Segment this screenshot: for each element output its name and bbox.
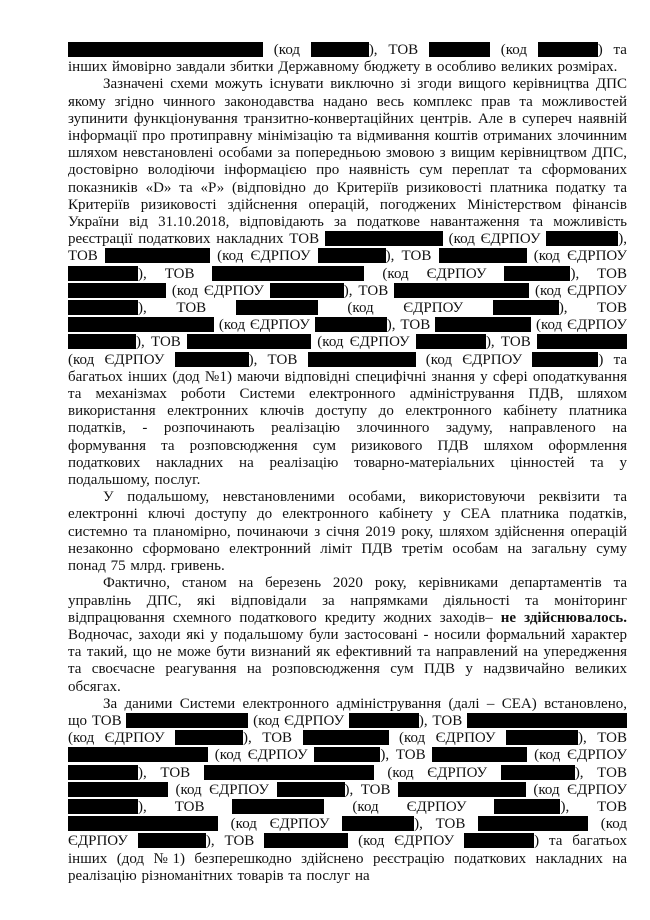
text-run: ), ТОВ	[136, 334, 188, 351]
text-run: (код ЄДРПОУ	[527, 747, 628, 764]
text-run: (код ЄДРПОУ	[317, 300, 493, 317]
redaction-bar	[68, 765, 138, 780]
redaction-bar	[416, 334, 486, 349]
text-run: ), ТОВ	[368, 42, 429, 58]
redaction-bar	[314, 747, 380, 762]
redaction-bar	[464, 833, 534, 848]
redaction-bar	[537, 334, 627, 349]
paragraph	[68, 42, 627, 76]
text-run: (код ЄДРПОУ	[214, 317, 315, 334]
redaction-bar	[315, 317, 387, 332]
redaction-bar	[212, 266, 364, 281]
redaction-bar	[325, 231, 443, 246]
redaction-bar	[187, 334, 311, 349]
paragraph	[68, 696, 627, 885]
text-run: ), ТОВ	[68, 231, 628, 265]
text-run: ), ТОВ	[578, 730, 627, 747]
redaction-bar	[398, 782, 526, 797]
text-run: ), ТОВ	[380, 747, 433, 764]
redaction-bar	[68, 334, 136, 349]
redaction-bar	[204, 765, 374, 780]
text-run: ), ТОВ	[248, 351, 308, 368]
redaction-bar	[538, 42, 598, 57]
redaction-bar	[308, 352, 416, 367]
text-run: (код ЄДРПОУ	[526, 248, 628, 265]
redaction-bar	[68, 747, 208, 762]
redaction-bar	[435, 317, 531, 332]
text-run: ), ТОВ	[558, 300, 627, 317]
redaction-bar	[68, 816, 218, 831]
text-run: (код ЄДРПОУ	[324, 798, 495, 815]
text-run: (код	[489, 42, 538, 58]
text-run: ), ТОВ	[205, 833, 265, 850]
text-run: (код ЄДРПОУ	[68, 730, 176, 747]
text-run: (код ЄДРПОУ	[442, 231, 547, 248]
redaction-bar	[478, 816, 588, 831]
text-run: (код ЄДРПОУ	[208, 747, 315, 764]
text-run: ), ТОВ	[418, 712, 467, 729]
text-run: ), ТОВ	[574, 764, 627, 781]
redaction-bar	[349, 713, 419, 728]
redaction-bar	[68, 317, 214, 332]
redaction-bar	[236, 300, 318, 315]
paragraph	[68, 575, 627, 695]
redaction-bar	[311, 42, 369, 57]
redaction-bar	[532, 352, 598, 367]
redaction-bar	[68, 300, 138, 315]
redaction-bar	[175, 352, 249, 367]
redaction-bar	[432, 747, 527, 762]
redaction-bar	[342, 816, 414, 831]
text-run: За даними Системи електронного адміністрування (далі – СЕА) встановлено, що ТОВ	[68, 695, 627, 729]
text-run: У подальшому, невстановленими особами, використовуючи реквізити та електронні ключі доступу до електронного кабінету у СЕА платника податків, системно та планомірно, починаючи з січня 2019 року, шляхом здійснення операцій незаконно сформовано електронний ліміт ПДВ третім особам на загальну суму понад 75 млрд. гривень.	[68, 489, 627, 575]
text-run: ), ТОВ	[385, 248, 439, 265]
text-run: (код ЄДРПОУ	[348, 833, 465, 850]
redaction-bar	[303, 730, 389, 745]
text-run: Зазначені схеми можуть існувати виключно зі згоди вищого керівництва ДПС якому згідно чинного законодавства надано весь комплекс прав та можливостей зупинити функціонування транзитно-конвертаційних центрів. Але в супереч наявній інформації про протиправну мінімізацію та відмивання коштів отриманих злочинним шляхом невстановлені особами за попередньою змовою з вищим керівництвом ДПС, достовірно володіючи інформацією про наявність сум переплат та сформованих показників «D» та «Р» (відповідно до Критеріїв ризиковості платника податку та Критеріїв ризиковості здійснення операцій, погоджених Міністерством фінансів України від 31.10.2018, відповідають за податкове навантаження та можливість реєстрації податкових накладних ТОВ	[68, 76, 627, 248]
paragraph	[68, 489, 627, 575]
redaction-bar	[232, 799, 324, 814]
text-run: ), ТОВ	[560, 798, 627, 815]
redaction-bar	[68, 42, 263, 57]
redaction-bar	[318, 248, 386, 263]
redaction-bar	[501, 765, 575, 780]
text-run: (код ЄДРПОУ	[388, 730, 506, 747]
text-run: ), ТОВ	[485, 334, 537, 351]
text-run: ), ТОВ	[414, 816, 479, 833]
text-run: (код ЄДРПОУ	[218, 816, 343, 833]
redaction-bar	[429, 42, 490, 57]
redaction-bar	[467, 713, 627, 728]
text-run: (код ЄДРПОУ	[529, 282, 627, 299]
text-run: ), ТОВ	[344, 781, 398, 798]
text-run: (код ЄДРПОУ	[531, 317, 627, 334]
redaction-bar	[138, 833, 206, 848]
text-run: (код ЄДРПОУ	[311, 334, 416, 351]
text-run: (код ЄДРПОУ	[168, 781, 277, 798]
text-run: (код ЄДРПОУ	[166, 282, 270, 299]
redaction-bar	[506, 730, 578, 745]
redaction-bar	[105, 248, 210, 263]
text-run: ) та інших ймовірно завдали збитки Державному бюджету в особливо великих розмірах.	[68, 42, 627, 76]
redaction-bar	[68, 283, 166, 298]
text-run: (код ЄДРПОУ	[68, 351, 175, 368]
redaction-bar	[504, 266, 570, 281]
redaction-bar	[277, 782, 345, 797]
text-run: (код ЄДРПОУ	[68, 816, 627, 850]
redaction-bar	[494, 799, 560, 814]
redaction-bar	[68, 782, 168, 797]
text-run: ), ТОВ	[138, 798, 233, 815]
text-run: (код ЄДРПОУ	[209, 248, 318, 265]
redaction-bar	[264, 833, 348, 848]
text-run: ) та багатьох інших (дод №1) маючи відповідні специфічні знання у сфері оподаткування та механізмах роботи Системи електронного адміністрування ПДВ, шляхом використання електронних ключів доступу до електронного кабінету платника податків, - розпочинають реалізацію злочинного задуму, направленого на формування та розповсюдження сум ризикового ПДВ шляхом оформлення податкових накладних на реалізацію товарно-матеріальних цінностей та у подальшому, послуг.	[68, 351, 627, 489]
redaction-bar	[175, 730, 243, 745]
redaction-bar	[546, 231, 618, 246]
text-run: (код ЄДРПОУ	[373, 764, 501, 781]
text-run: ) та багатьох інших (дод №1) безперешкодно здійснено реєстрацію податкових накладних на реалізацію різноманітних товарів та послуг на	[68, 833, 627, 884]
redaction-bar	[126, 713, 248, 728]
text-run: Водночас, заходи які у подальшому були застосовані - носили формальний характер та такий, що не може бути визнаний як ефективний та направлений на упередження та своєчасне реагування на розповсюдження сум ПДВ у надзвичайно великих обсягах.	[68, 626, 627, 695]
text-run: (код ЄДРПОУ	[248, 712, 349, 729]
text-run: ), ТОВ	[570, 265, 627, 282]
text-run: ), ТОВ	[386, 317, 436, 334]
redaction-bar	[493, 300, 559, 315]
text-run: (код ЄДРПОУ	[415, 351, 533, 368]
redaction-bar	[439, 248, 527, 263]
emphasized-text-run: не здійснювалось.	[500, 609, 627, 626]
text-run: ), ТОВ	[243, 730, 303, 747]
redaction-bar	[68, 266, 138, 281]
text-run: ), ТОВ	[138, 764, 204, 781]
text-run: Фактично, станом на березень 2020 року, керівниками департаментів та управлінь ДПС, які відповідали за напрямками діяльності та моніторинг відпрацювання схемного податкового кредиту жодних заходів–	[68, 575, 627, 626]
text-run: ), ТОВ	[138, 300, 236, 317]
text-run: (код ЄДРПОУ	[364, 265, 505, 282]
text-run: ), ТОВ	[343, 282, 395, 299]
text-run: (код ЄДРПОУ	[525, 781, 627, 798]
document-text-block	[68, 42, 627, 885]
redaction-bar	[68, 799, 138, 814]
redaction-bar	[394, 283, 529, 298]
text-run: (код	[263, 42, 311, 58]
paragraph	[68, 76, 627, 489]
redaction-bar	[270, 283, 344, 298]
text-run: ), ТОВ	[138, 265, 213, 282]
